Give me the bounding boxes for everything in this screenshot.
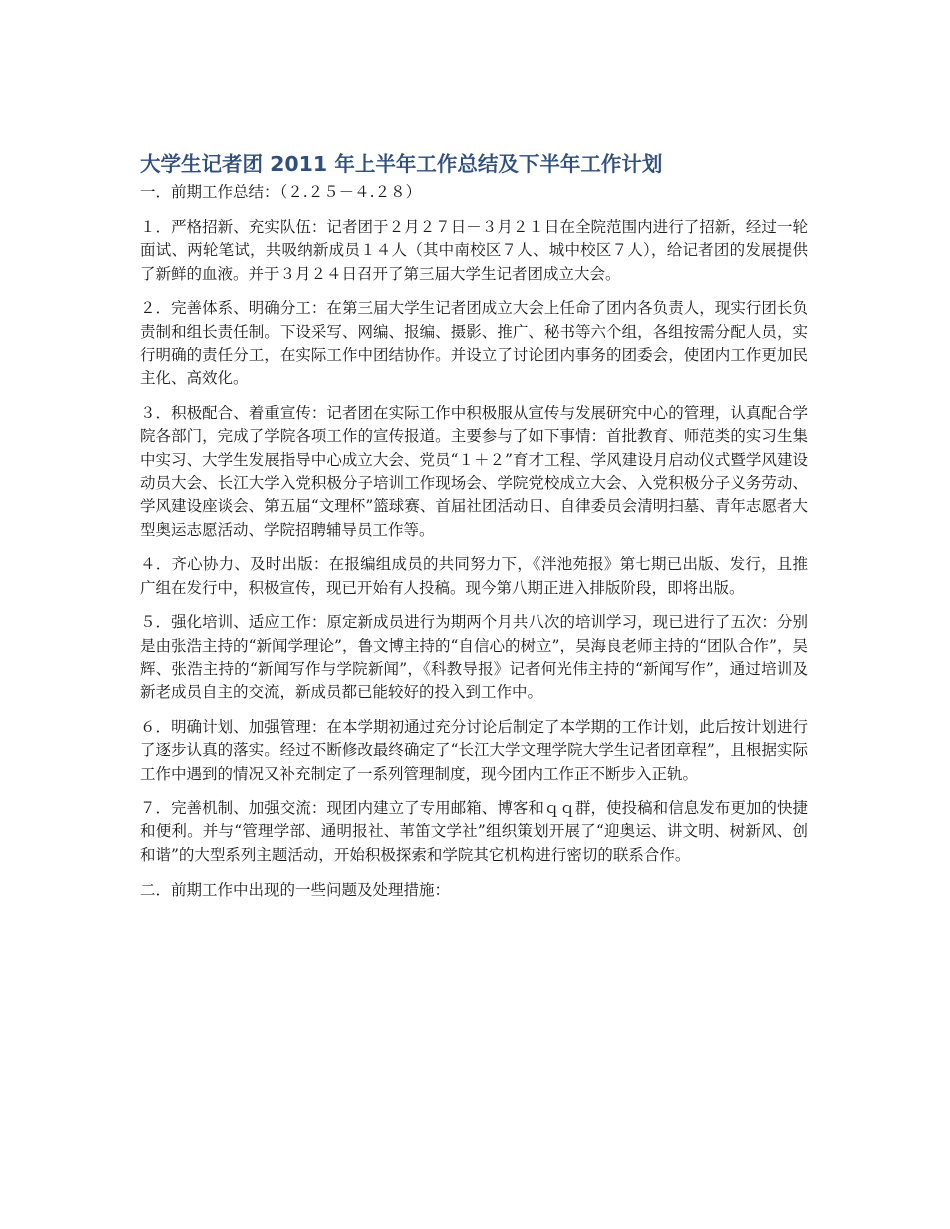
paragraph-publication: ４．齐心协力、及时出版：在报编组成员的共同努力下，《泮池苑报》第七期已出版、发行，且推广组在发行中，积极宣传，现已开始有人投稿。现今第八期正进入排版阶段，即将出版。 (140, 555, 808, 597)
paragraph-recruitment: １．严格招新、充实队伍：记者团于２月２７日－３月２１日在全院范围内进行了招新，经过一轮面试、两轮笔试，共吸纳新成员１４人（其中南校区７人、城中校区７人），给记者团的发展提供了新鲜的血液。并于３月２４日召开了第三届大学生记者团成立大会。 (140, 218, 808, 283)
document-page (140, 148, 808, 902)
document-title: 大学生记者团 2011 年上半年工作总结及下半年工作计划 (140, 152, 663, 176)
section-heading-summary: 一．前期工作总结：（２.２５－４.２８） (140, 183, 422, 201)
paragraph-management: ６．明确计划、加强管理：在本学期初通过充分讨论后制定了本学期的工作计划，此后按计划进行了逐步认真的落实。经过不断修改最终确定了“长江大学文理学院大学生记者团章程”，且根据实际工作中遇到的情况又补充制定了一系列管理制度，现今团内工作正不断步入正轨。 (140, 717, 808, 783)
paragraph-publicity: ３．积极配合、着重宣传：记者团在实际工作中积极服从宣传与发展研究中心的管理，认真配合学院各部门，完成了学院各项工作的宣传报道。主要参与了如下事情：首批教育、师范类的实习生集中实习、大学生发展指导中心成立大会、党员“１＋２”育才工程、学风建设月启动仪式暨学风建设动员大会、长江大学入党积极分子培训工作现场会、学院党校成立大会、入党积极分子义务劳动、学风建设座谈会、第五届“文理杯”篮球赛、首届社团活动日、自律委员会清明扫墓、青年志愿者大型奥运志愿活动、学院招聘辅导员工作等。 (140, 403, 808, 539)
paragraph-organization: ２．完善体系、明确分工：在第三届大学生记者团成立大会上任命了团内各负责人，现实行团长负责制和组长责任制。下设采写、网编、报编、摄影、推广、秘书等六个组，各组按需分配人员，实行明确的责任分工，在实际工作中团结协作。并设立了讨论团内事务的团委会，使团内工作更加民主化、高效化。 (140, 299, 808, 388)
paragraph-training: ５．强化培训、适应工作：原定新成员进行为期两个月共八次的培训学习，现已进行了五次：分别是由张浩主持的“新闻学理论”，鲁文博主持的“自信心的树立”，吴海良老师主持的“团队合作”，吴辉、张浩主持的“新闻写作与学院新闻”，《科教导报》记者何光伟主持的“新闻写作”，通过培训及新老成员自主的交流，新成员都已能较好的投入到工作中。 (140, 613, 808, 702)
section-heading-problems: 二．前期工作中出现的一些问题及处理措施： (140, 881, 451, 900)
paragraph-communication: ７．完善机制、加强交流：现团内建立了专用邮箱、博客和ｑｑ群，使投稿和信息发布更加的快捷和便利。并与“管理学部、通明报社、苇笛文学社”组织策划开展了“迎奥运、讲文明、树新风、创和谐”的大型系列主题活动，开始积极探索和学院其它机构进行密切的联系合作。 (140, 798, 808, 864)
